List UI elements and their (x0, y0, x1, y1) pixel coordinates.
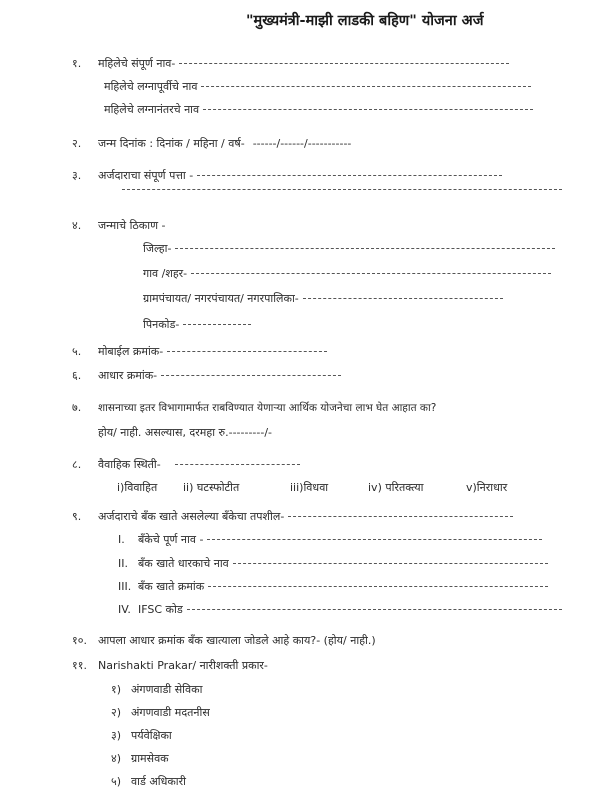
account-number-label: बँक खाते क्रमांक (138, 580, 205, 593)
field-married-name (104, 102, 533, 117)
narishakti-option-anganwadi-sevika[interactable] (111, 682, 202, 697)
field-address-cont (122, 192, 562, 193)
field-birth-place (72, 218, 166, 233)
item-number: II. (118, 557, 128, 570)
marital-option-divorced[interactable]: ii) घटस्फोटीत (183, 481, 240, 494)
address-input-line-2[interactable] (122, 189, 562, 190)
item-number: १) (111, 683, 122, 696)
field-marital-status (72, 457, 300, 472)
aadhaar-linked-label[interactable]: आपला आधार क्रमांक बँक खात्याला जोडले आहे काय?- (होय/ नाही.) (98, 634, 376, 647)
marital-status-input[interactable] (175, 464, 300, 465)
field-bank-name (118, 532, 542, 547)
birth-date-label: जन्म दिनांक : दिनांक / महिना / वर्ष- (98, 137, 245, 150)
field-address (72, 168, 502, 183)
other-schemes-input[interactable]: होय/ नाही. असल्यास, दरमहा रु.---------/- (98, 426, 273, 439)
option-label: अंगणवाडी मदतनीस (131, 706, 210, 719)
field-ifsc (118, 602, 562, 617)
birth-place-label: जन्माचे ठिकाण - (98, 219, 166, 232)
pincode-input[interactable] (183, 324, 251, 325)
other-schemes-label: शासनाच्या इतर विभागामार्फत राबविण्यात येणाऱ्या आर्थिक योजनेचा लाभ घेत आहात का? (98, 402, 437, 414)
item-number: ४) (111, 752, 122, 765)
panchayat-input[interactable] (303, 298, 503, 299)
question-number: १. (72, 57, 82, 70)
mobile-label: मोबाईल क्रमांक- (98, 345, 164, 358)
narishakti-option-supervisor[interactable] (111, 728, 172, 743)
field-maiden-name (104, 79, 531, 94)
narishakti-option-gramsevak[interactable] (111, 751, 169, 766)
item-number: III. (118, 580, 132, 593)
marital-option-destitute[interactable]: v)निराधार (466, 481, 508, 494)
narishakti-option-ward-officer[interactable] (111, 774, 186, 789)
village-label: गाव /शहर- (143, 267, 188, 280)
item-number: २) (111, 706, 122, 719)
option-label: ग्रामसेवक (131, 752, 169, 765)
maiden-name-label: महिलेचे लग्नापूर्वीचे नाव (104, 80, 198, 93)
field-account-number (118, 579, 548, 594)
account-holder-label: बँक खाते धारकाचे नाव (138, 557, 229, 570)
option-label: पर्यवेक्षिका (131, 729, 172, 742)
account-number-input[interactable] (208, 586, 548, 587)
option-label: वार्ड अधिकारी (131, 775, 187, 788)
mobile-input[interactable] (167, 351, 327, 352)
married-name-input[interactable] (203, 109, 533, 110)
question-number: ११. (72, 659, 87, 672)
field-aadhaar (72, 368, 341, 383)
marital-option-abandoned[interactable]: iv) परितक्त्या (368, 481, 424, 494)
question-number: ८. (72, 458, 82, 471)
question-number: १०. (72, 634, 87, 647)
field-panchayat (143, 291, 503, 306)
question-number: ७. (72, 401, 82, 414)
question-number: ५. (72, 345, 82, 358)
address-label: अर्जदाराचा संपूर्ण पत्ता - (98, 169, 194, 182)
account-holder-input[interactable] (233, 563, 548, 564)
address-input-line-1[interactable] (197, 175, 502, 176)
ifsc-label: IFSC कोड (138, 603, 183, 616)
village-input[interactable] (191, 273, 551, 274)
bank-details-label: अर्जदाराचे बँक खाते असलेल्या बँकेचा तपशील- (98, 510, 285, 523)
bank-name-label: बँकेचे पूर्ण नाव - (138, 533, 204, 546)
option-label: अंगणवाडी सेविका (131, 683, 203, 696)
form-title: "मुख्यमंत्री-माझी लाडकी बहिण" योजना अर्ज (246, 13, 484, 29)
question-number: ९. (72, 510, 82, 523)
marital-status-label: वैवाहिक स्थिती- (98, 458, 161, 471)
item-number: ५) (111, 775, 122, 788)
panchayat-label: ग्रामपंचायत/ नगरपंचायत/ नगरपालिका- (143, 292, 299, 305)
item-number: IV. (118, 603, 131, 616)
field-account-holder (118, 556, 548, 571)
field-birth-date (72, 136, 351, 151)
field-pincode (143, 317, 251, 332)
item-number: I. (118, 533, 125, 546)
narishakti-type-label: Narishakti Prakar/ नारीशक्ती प्रकार- (98, 659, 268, 672)
aadhaar-label: आधार क्रमांक- (98, 369, 158, 382)
field-aadhaar-linked (72, 633, 376, 648)
full-name-input[interactable] (179, 63, 509, 64)
full-name-label: महिलेचे संपूर्ण नाव- (98, 57, 176, 70)
birth-date-input[interactable]: ------/------/----------- (252, 137, 352, 150)
item-number: ३) (111, 729, 122, 742)
maiden-name-input[interactable] (201, 86, 531, 87)
field-narishakti-type (72, 658, 268, 673)
field-bank-details (72, 509, 513, 524)
field-district (143, 241, 555, 256)
question-number: ४. (72, 219, 82, 232)
married-name-label: महिलेचे लग्नानंतरचे नाव (104, 103, 200, 116)
ifsc-input[interactable] (187, 609, 562, 610)
question-number: ३. (72, 169, 82, 182)
question-number: २. (72, 137, 82, 150)
pincode-label: पिनकोड- (143, 318, 180, 331)
marital-option-married[interactable]: i)विवाहित (117, 481, 158, 494)
field-village (143, 266, 551, 281)
field-other-schemes (72, 400, 436, 415)
bank-name-input[interactable] (207, 539, 542, 540)
marital-option-widow[interactable]: iii)विधवा (290, 481, 329, 494)
question-number: ६. (72, 369, 82, 382)
district-input[interactable] (175, 248, 555, 249)
district-label: जिल्हा- (143, 242, 172, 255)
aadhaar-input[interactable] (161, 375, 341, 376)
field-full-name (72, 56, 509, 71)
field-other-schemes-answer (98, 425, 272, 440)
narishakti-option-anganwadi-helper[interactable] (111, 705, 210, 720)
bank-details-line (288, 516, 513, 517)
field-mobile (72, 344, 327, 359)
